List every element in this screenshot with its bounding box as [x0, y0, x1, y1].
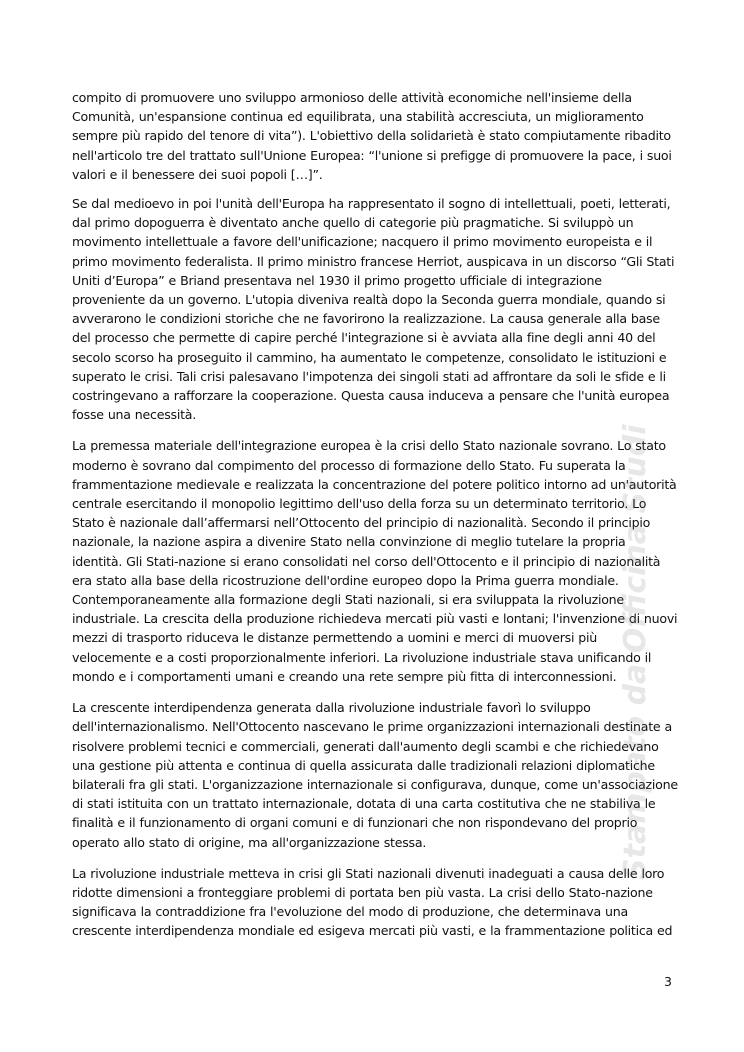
paragraph-5: La rivoluzione industriale metteva in crisi gli Stati nazionali divenuti inadeguati a causa delle loro ridotte dimensioni a fronteggiare problemi di portata ben più vasta. La crisi dello Stato-nazione significava la contraddizione fra l'evoluzione del modo di produzione, che determinava una crescente interdipendenza mondiale ed esigeva mercati più vasti, e la frammentazione politica ed — [72, 865, 673, 939]
document-body — [72, 88, 678, 953]
paragraph-4: La crescente interdipendenza generata dalla rivoluzione industriale favorì lo sviluppo dell'internazionalismo. Nell'Ottocento nascevano le prime organizzazioni internazionali destinate a risolvere problemi tecnici e commerciali, generati dall'aumento degli scambi e che richiedevano una gestione più attenta e continua di quella assicurata dalle tradizionali relazioni diplomatiche bilaterali fra gli stati. L'organizzazione internazionale si configurava, dunque, come un'associazione di stati istituita con un trattato internazionale, dotata di una carta costitutiva che ne stabiliva le finalità e il funzionamento di organi comuni e di funzionari che non rispondevano del proprio operato allo stato di origine, ma all'organizzazione stessa. — [72, 700, 678, 850]
paragraph-3: La premessa materiale dell'integrazione europea è la crisi dello Stato nazionale sovrano. Lo stato moderno è sovrano dal compimento del processo di formazione dello Stato. Fu superata la frammentazione medievale e realizzata la concentrazione del potere politico intorno ad un'autorità centrale esercitando il monopolio legittimo dell'uso della forza su un determinato territorio. Lo Stato è nazionale dall’affermarsi nell’Ottocento del principio di nazionalità. Secondo il principio nazionale, la nazione aspira a divenire Stato nella convinzione di meglio tutelare la propria identità. Gli Stati-nazione si erano consolidati nel corso dell'Ottocento e il principio di nazionalità era stato alla base della ricostruzione dell'ordine europeo dopo la Prima guerra mondiale. Contemporaneamente alla formazione degli Stati nazionali, si era sviluppata la rivoluzione industriale. La crescita della produzione richiedeva mercati più vasti e lontani; l'invenzione di nuovi mezzi di trasporto riduceva le distanze permettendo a uomini e merci di muoversi più velocemente e a costi proporzionalmente inferiori. La rivoluzione industriale stava unificando il mondo e i comportamenti umani e creando una rete sempre più fitta di interconnessioni. — [72, 438, 678, 684]
page-number: 3 — [663, 974, 672, 989]
paragraph-1: compito di promuovere uno sviluppo armonioso delle attività economiche nell'insieme della Comunità, un'espansione continua ed equilibrata, una stabilità accresciuta, un miglioramento sempre più rapido del tenore di vita”). L'obiettivo della solidarietà è stato compiutamente ribadito nell'articolo tre del trattato sull'Unione Europea: “l'unione si prefigge di promuovere la pace, i suoi valori e il benessere dei suoi popoli […]”. — [72, 90, 672, 182]
watermark-text: Stampato da Officina Studi — [618, 424, 653, 880]
paragraph-2: Se dal medioevo in poi l'unità dell'Europa ha rappresentato il sogno di intellettuali, poeti, letterati, dal primo dopoguerra è diventato anche quello di categorie più pragmatiche. Si sviluppò un movimento intellettuale a favore dell'unificazione; nacquero il primo movimento europeista e il primo movimento federalista. Il primo ministro francese Herriot, auspicava in un discorso “Gli Stati Uniti d’Europa” e Briand presentava nel 1930 il primo progetto ufficiale di integrazione proveniente da un governo. L'utopia diveniva realtà dopo la Seconda guerra mondiale, quando si avverarono le condizioni storiche che ne favorirono la realizzazione. La causa generale alla base del processo che permette di capire perché l'integrazione si è avviata alla fine degli anni 40 del secolo scorso ha proseguito il cammino, ha aumentato le competenze, consolidato le istituzioni e superato le crisi. Tali crisi palesavano l'impotenza dei singoli stati ad affrontare da soli le sfide e li costringevano a rafforzare la cooperazione. Questa causa induceva a pensare che l'unità europea fosse una necessità. — [72, 196, 675, 423]
